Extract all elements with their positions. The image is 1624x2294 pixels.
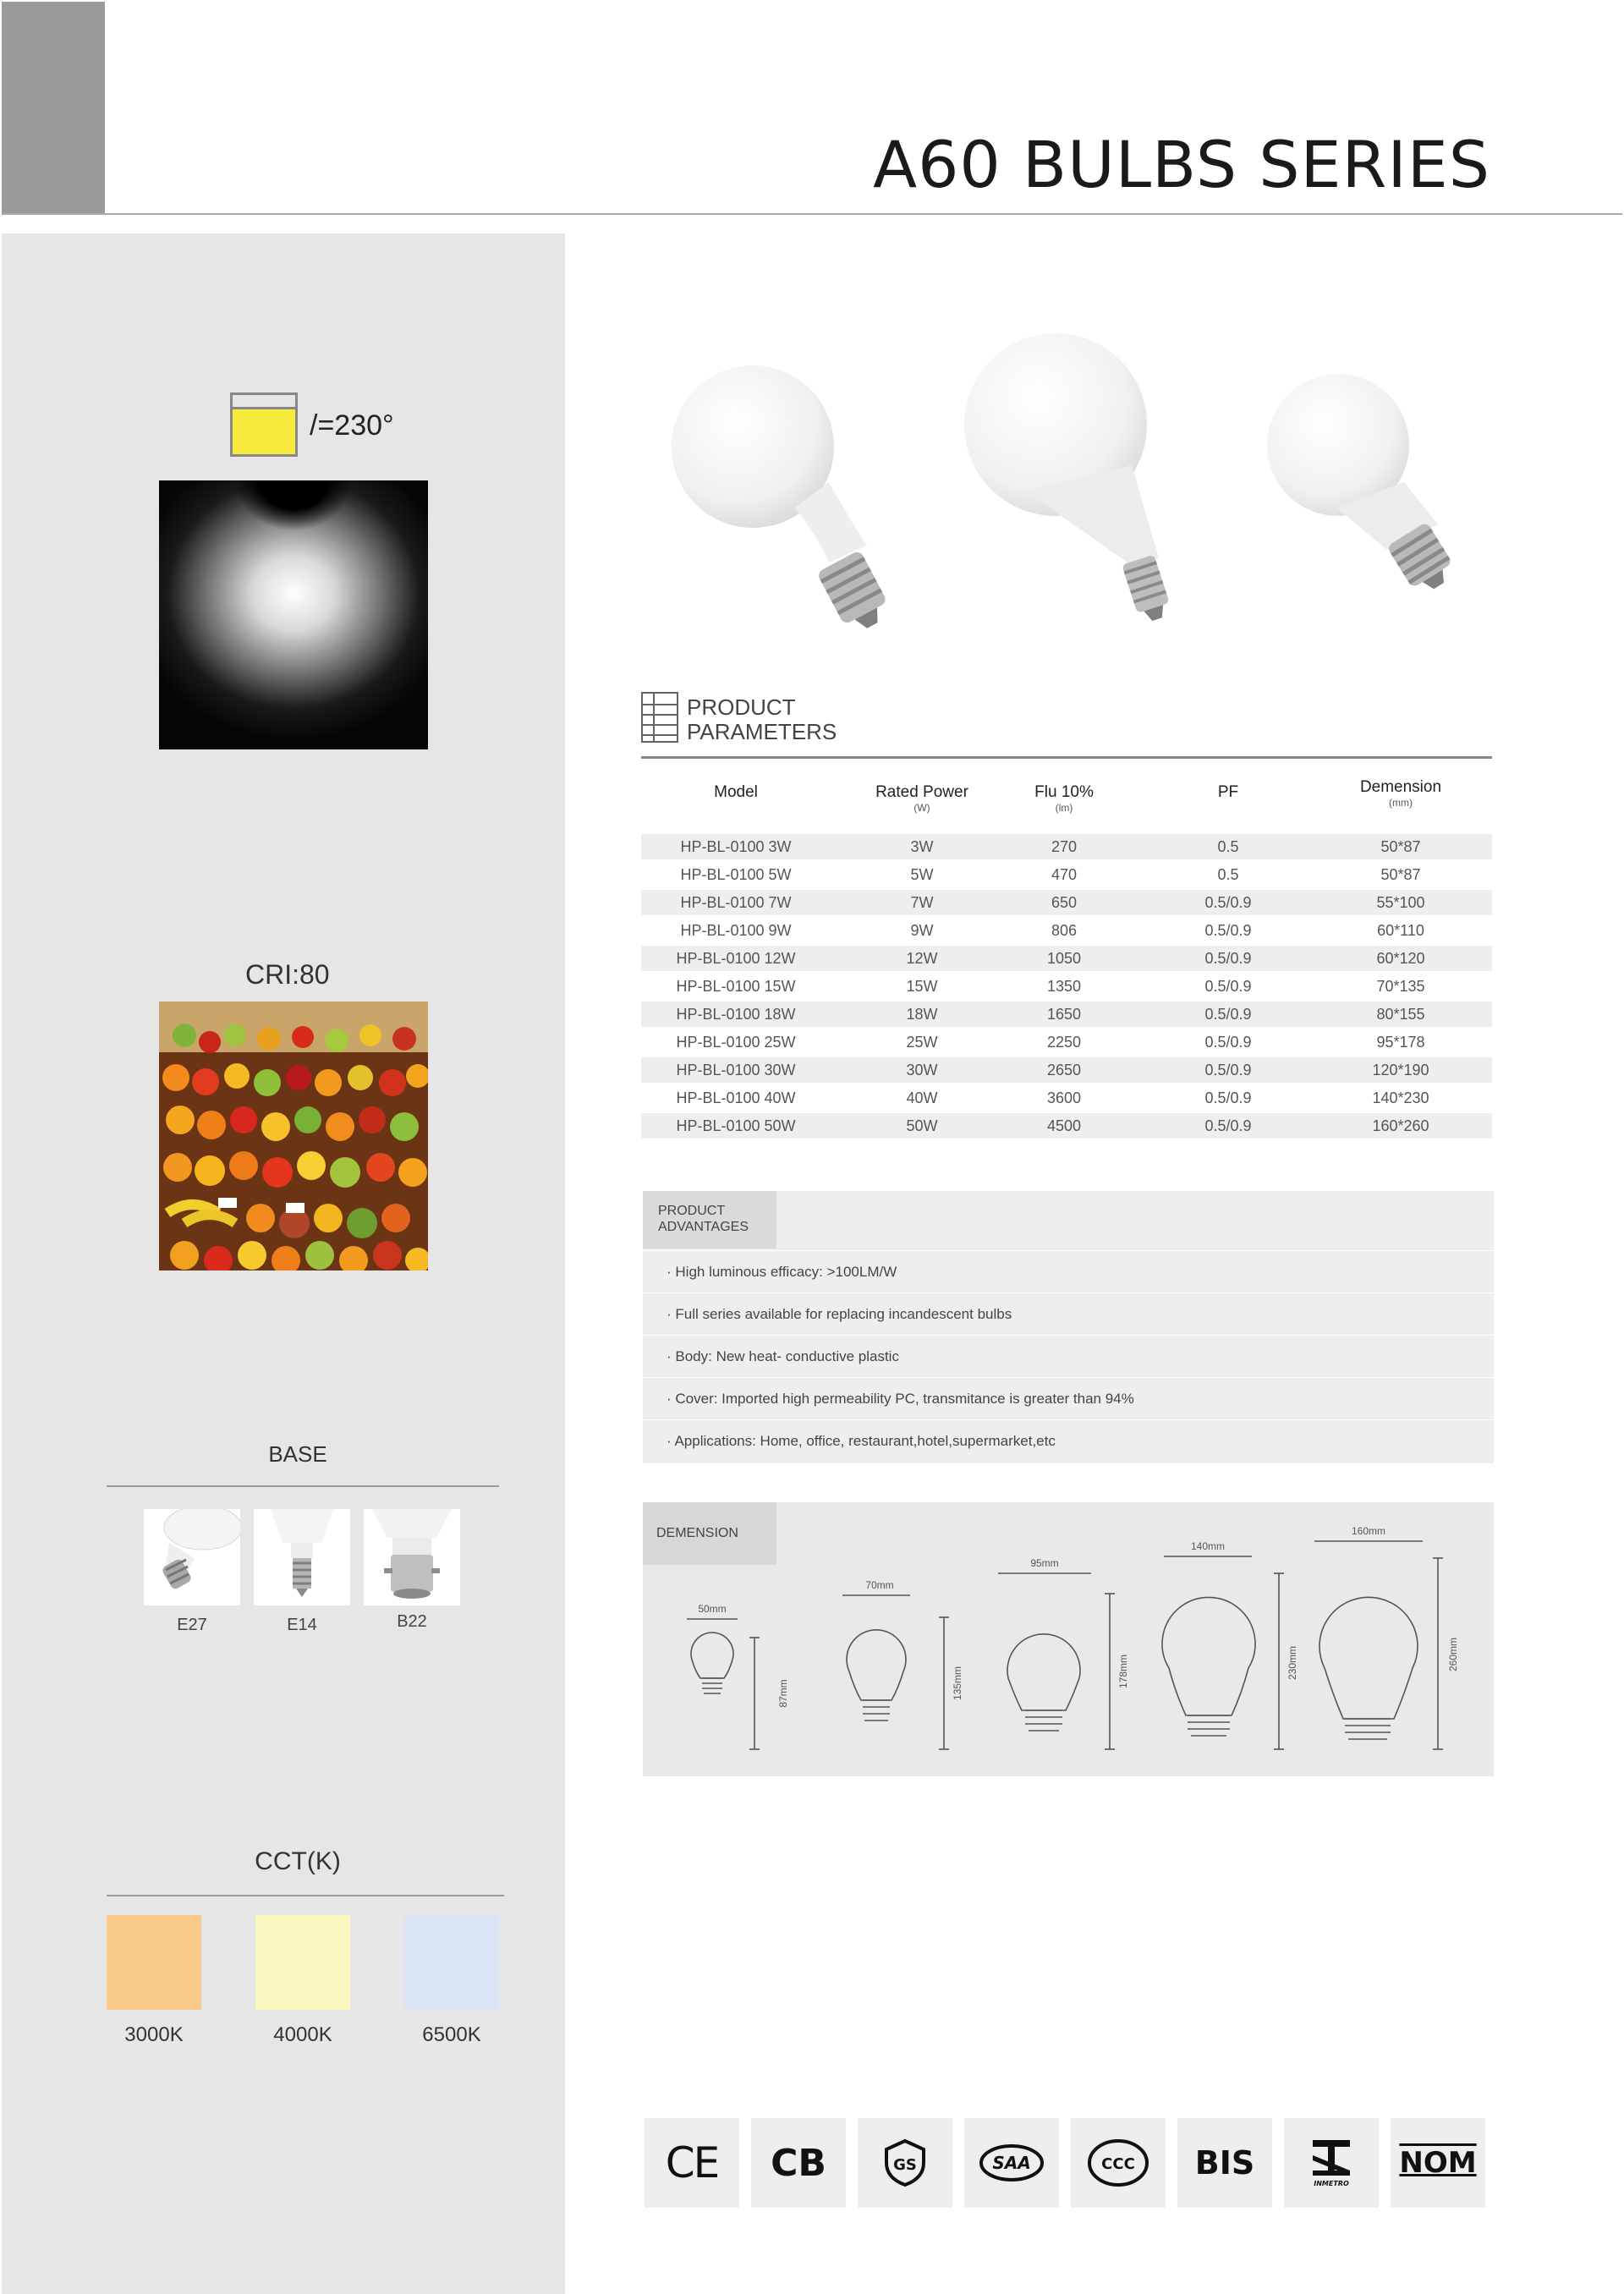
- cct-label-6500k: 6500K: [422, 2023, 481, 2046]
- advantages-title-line1: PRODUCT: [658, 1204, 726, 1218]
- table-row: [641, 918, 1492, 943]
- cell-dimension: 120*190: [1372, 1062, 1429, 1078]
- header-model: Model: [714, 783, 758, 801]
- cell-pf: 0.5/0.9: [1204, 922, 1252, 939]
- cell-pf: 0.5/0.9: [1204, 1006, 1252, 1023]
- cell-flux: 470: [1051, 866, 1078, 883]
- cell-model: HP-BL-0100 30W: [676, 1062, 796, 1078]
- cell-model: HP-BL-0100 7W: [680, 894, 792, 911]
- beam-angle-value: /=230°: [310, 409, 394, 442]
- cell-dimension: 70*135: [1376, 978, 1425, 995]
- dim-width-1: 50mm: [698, 1603, 727, 1615]
- parameters-title-line1: PRODUCT: [687, 694, 796, 720]
- table-row: [641, 1029, 1492, 1055]
- advantage-item: · High luminous efficacy: >100LM/W: [667, 1264, 897, 1280]
- dim-height-2: 135mm: [952, 1666, 963, 1701]
- advantage-item: · Full series available for replacing incandescent bulbs: [667, 1306, 1012, 1322]
- cell-dimension: 50*87: [1380, 838, 1421, 855]
- cell-flux: 3600: [1046, 1089, 1082, 1106]
- cell-model: HP-BL-0100 12W: [676, 950, 796, 967]
- cell-model: HP-BL-0100 40W: [676, 1089, 796, 1106]
- cct-title: CCT(K): [255, 1847, 341, 1875]
- cell-flux: 1650: [1046, 1006, 1082, 1023]
- dim-height-3: 178mm: [1117, 1654, 1129, 1689]
- cell-power: 18W: [906, 1006, 938, 1023]
- cell-flux: 4500: [1046, 1117, 1082, 1134]
- nom-mark: NOM: [1391, 2118, 1485, 2208]
- ccc-mark-label: CCC: [1101, 2155, 1135, 2173]
- cell-pf: 0.5/0.9: [1204, 978, 1252, 995]
- cct-swatch-6500k: [404, 1915, 499, 2010]
- dim-height-5: 260mm: [1447, 1637, 1459, 1672]
- table-row: [641, 834, 1492, 859]
- advantage-item: · Body: New heat- conductive plastic: [667, 1348, 899, 1364]
- page-title: A60 BULBS SERIES: [873, 127, 1490, 202]
- fruit-illustration: [159, 1002, 428, 1270]
- advantages-divider: [643, 1335, 1494, 1336]
- cb-mark: CB: [751, 2118, 846, 2208]
- cri-label: CRI:80: [245, 959, 330, 990]
- cell-model: HP-BL-0100 15W: [676, 978, 796, 995]
- advantages-divider: [643, 1250, 1494, 1251]
- header-accent-block: [2, 2, 105, 215]
- advantages-title-line2: ADVANTAGES: [658, 1220, 749, 1234]
- cri-fruit-image: [159, 1002, 428, 1270]
- cell-model: HP-BL-0100 50W: [676, 1117, 796, 1134]
- dim-width-2: 70mm: [865, 1579, 894, 1591]
- gs-mark-label: GS: [893, 2156, 917, 2174]
- cell-flux: 2250: [1046, 1034, 1082, 1051]
- advantages-divider: [643, 1377, 1494, 1378]
- parameters-divider: [641, 756, 1492, 759]
- parameters-title-line2: PARAMETERS: [687, 719, 837, 744]
- base-e27-image: [144, 1509, 240, 1605]
- cell-flux: 2650: [1046, 1062, 1082, 1078]
- cell-dimension: 80*155: [1376, 1006, 1425, 1023]
- cell-model: HP-BL-0100 9W: [680, 922, 792, 939]
- inmetro-mark: [1284, 2118, 1379, 2208]
- title-divider: [2, 213, 1622, 215]
- cell-flux: 270: [1051, 838, 1078, 855]
- cell-flux: 1050: [1046, 950, 1082, 967]
- advantage-item: · Applications: Home, office, restaurant,hotel,supermarket,etc: [667, 1433, 1056, 1449]
- advantages-title: [643, 1191, 776, 1249]
- beam-pattern-image: [159, 480, 428, 749]
- dim-width-4: 140mm: [1190, 1540, 1226, 1552]
- beam-angle-icon: [230, 392, 298, 457]
- ccc-mark: [1071, 2118, 1166, 2208]
- dimension-drawings: [643, 1502, 1494, 1776]
- table-row: [641, 974, 1492, 999]
- header-pf: PF: [1217, 783, 1239, 801]
- cell-pf: 0.5/0.9: [1204, 1117, 1252, 1134]
- cell-power: 40W: [906, 1089, 938, 1106]
- cell-pf: 0.5/0.9: [1204, 950, 1252, 967]
- inmetro-mark-label: INMETRO: [1314, 2180, 1349, 2187]
- cell-flux: 806: [1051, 922, 1078, 939]
- cell-pf: 0.5: [1217, 838, 1239, 855]
- dim-height-4: 230mm: [1287, 1645, 1298, 1681]
- cell-power: 7W: [910, 894, 934, 911]
- cell-flux: 1350: [1046, 978, 1082, 995]
- ce-mark: CE: [645, 2118, 739, 2208]
- header-dimension: Demension (mm): [1359, 778, 1442, 809]
- cell-power: 15W: [906, 978, 938, 995]
- header-rated-power: Rated Power (W): [875, 783, 968, 814]
- cell-pf: 0.5/0.9: [1204, 894, 1252, 911]
- gs-mark: [858, 2118, 952, 2208]
- table-row: [641, 1113, 1492, 1139]
- cell-power: 25W: [906, 1034, 938, 1051]
- saa-mark-label: SAA: [992, 2153, 1031, 2173]
- bulb-photo-e27-small: [1260, 372, 1480, 609]
- cell-pf: 0.5: [1217, 866, 1239, 883]
- cell-model: HP-BL-0100 18W: [676, 1006, 796, 1023]
- base-label-e27: E27: [177, 1616, 207, 1634]
- cct-label-3000k: 3000K: [124, 2023, 184, 2046]
- cell-power: 3W: [910, 838, 934, 855]
- cell-flux: 650: [1051, 894, 1078, 911]
- table-row: [641, 890, 1492, 915]
- dimension-title: DEMENSION: [643, 1502, 776, 1565]
- base-title: BASE: [268, 1441, 327, 1467]
- base-divider: [107, 1485, 499, 1487]
- bis-mark: BIS: [1177, 2118, 1272, 2208]
- cell-dimension: 140*230: [1372, 1089, 1429, 1106]
- cell-model: HP-BL-0100 5W: [680, 866, 792, 883]
- header-flux: Flu 10% (lm): [1034, 783, 1094, 814]
- table-row: [641, 1057, 1492, 1083]
- cct-swatch-4000k: [255, 1915, 350, 2010]
- cell-dimension: 95*178: [1376, 1034, 1425, 1051]
- cell-power: 12W: [906, 950, 938, 967]
- table-row: [641, 1002, 1492, 1027]
- advantages-divider: [643, 1419, 1494, 1420]
- cct-swatch-3000k: [107, 1915, 201, 2010]
- parameters-title: [687, 695, 837, 744]
- cell-dimension: 160*260: [1372, 1117, 1429, 1134]
- table-row: [641, 862, 1492, 887]
- advantages-divider: [643, 1292, 1494, 1293]
- bulb-photo-e14: [956, 330, 1201, 634]
- cell-power: 9W: [910, 922, 934, 939]
- cell-dimension: 60*120: [1376, 950, 1425, 967]
- base-b22-image: [364, 1509, 460, 1605]
- saa-mark: [964, 2118, 1059, 2208]
- dim-width-5: 160mm: [1351, 1525, 1386, 1537]
- cell-pf: 0.5/0.9: [1204, 1034, 1252, 1051]
- advantage-item: · Cover: Imported high permeability PC, transmitance is greater than 94%: [667, 1391, 1134, 1407]
- cell-dimension: 55*100: [1376, 894, 1425, 911]
- cct-divider: [107, 1895, 504, 1896]
- cell-pf: 0.5/0.9: [1204, 1089, 1252, 1106]
- table-row: [641, 946, 1492, 971]
- cell-power: 30W: [906, 1062, 938, 1078]
- cell-power: 5W: [910, 866, 934, 883]
- cell-model: HP-BL-0100 25W: [676, 1034, 796, 1051]
- base-label-e14: E14: [287, 1616, 317, 1634]
- base-e14-image: [254, 1509, 350, 1605]
- parameters-list-icon: [641, 692, 678, 743]
- dim-width-3: 95mm: [1030, 1557, 1059, 1569]
- cell-model: HP-BL-0100 3W: [680, 838, 792, 855]
- base-label-b22: B22: [397, 1612, 427, 1631]
- cell-dimension: 50*87: [1380, 866, 1421, 883]
- cct-label-4000k: 4000K: [273, 2023, 332, 2046]
- table-row: [641, 1085, 1492, 1111]
- cell-power: 50W: [906, 1117, 938, 1134]
- dim-height-1: 87mm: [777, 1679, 789, 1708]
- cell-dimension: 60*110: [1377, 922, 1424, 939]
- cell-pf: 0.5/0.9: [1204, 1062, 1252, 1078]
- bulb-photo-e27-large: [660, 338, 914, 660]
